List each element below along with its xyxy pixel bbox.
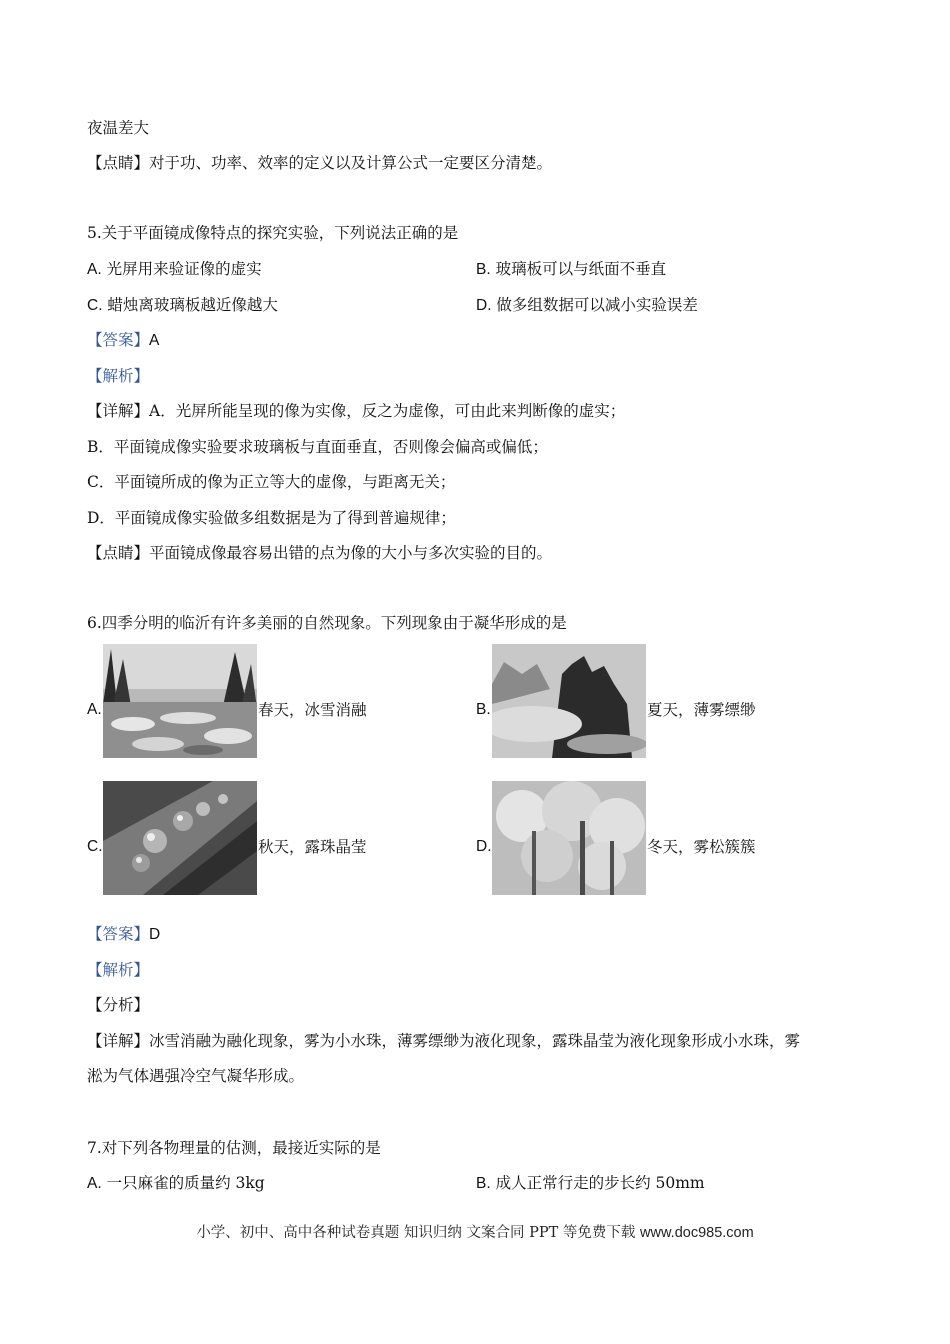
q6-option-a-letter: A. bbox=[87, 701, 102, 718]
q7-option-a: A. 一只麻雀的质量约 3kg bbox=[87, 1174, 265, 1192]
question-5-stem: 5.关于平面镜成像特点的探究实验，下列说法正确的是 bbox=[87, 224, 459, 242]
q5-option-a: A. 光屏用来验证像的虚实 bbox=[87, 260, 262, 278]
q5-analysis-tag: 【解析】 bbox=[87, 367, 150, 385]
q6-detail-line: 【详解】冰雪消融为融化现象，雾为小水珠，薄雾缥缈为液化现象，露珠晶莹为液化现象形成小水珠，雾 bbox=[87, 1032, 801, 1050]
q5-detail-line: C．平面镜所成的像为正立等大的虚像，与距离无关； bbox=[87, 473, 456, 491]
footer-link[interactable]: www.doc985.com bbox=[640, 1225, 754, 1241]
footer-text: 小学、初中、高中各种试卷真题 知识归纳 文案合同 PPT 等免费下载 bbox=[196, 1225, 641, 1241]
q6-detail-line: 淞为气体遇强冷空气凝华形成。 bbox=[87, 1067, 305, 1085]
q6-option-b-letter: B. bbox=[476, 701, 491, 718]
q5-option-d: D. 做多组数据可以减小实验误差 bbox=[476, 296, 698, 314]
misty-mountain-photo bbox=[492, 644, 646, 758]
tip-line: 【点睛】对于功、功率、效率的定义以及计算公式一定要区分清楚。 bbox=[87, 154, 553, 172]
q6-analysis-label: 【分析】 bbox=[87, 996, 150, 1014]
melting-snow-photo bbox=[103, 644, 257, 758]
text-line: 夜温差大 bbox=[87, 119, 150, 137]
dew-drops-photo bbox=[103, 781, 257, 895]
q7-option-b: B. 成人正常行走的步长约 50mm bbox=[476, 1174, 705, 1192]
question-7-stem: 7.对下列各物理量的估测，最接近实际的是 bbox=[87, 1139, 381, 1157]
rime-trees-photo bbox=[492, 781, 646, 895]
q5-answer: 【答案】A bbox=[87, 331, 160, 349]
q6-option-c-text: 秋天，露珠晶莹 bbox=[258, 838, 367, 856]
q5-detail-line: D．平面镜成像实验做多组数据是为了得到普遍规律； bbox=[87, 509, 456, 527]
q5-detail-line: 【详解】A．光屏所能呈现的像为实像，反之为虚像，可由此来判断像的虚实； bbox=[87, 402, 626, 420]
q6-option-c-letter: C. bbox=[87, 838, 103, 855]
q5-tip: 【点睛】平面镜成像最容易出错的点为像的大小与多次实验的目的。 bbox=[87, 544, 553, 562]
q6-option-a-text: 春天，冰雪消融 bbox=[258, 701, 367, 719]
q6-option-d-text: 冬天，雾松簇簇 bbox=[647, 838, 756, 856]
q6-option-d-letter: D. bbox=[476, 838, 492, 855]
question-6-stem: 6.四季分明的临沂有许多美丽的自然现象。下列现象由于凝华形成的是 bbox=[87, 614, 567, 632]
q6-analysis-tag: 【解析】 bbox=[87, 961, 150, 979]
q5-option-c: C. 蜡烛离玻璃板越近像越大 bbox=[87, 296, 278, 314]
q6-answer: 【答案】D bbox=[87, 925, 161, 943]
q5-detail-line: B．平面镜成像实验要求玻璃板与直面垂直，否则像会偏高或偏低； bbox=[87, 438, 548, 456]
q6-option-b-text: 夏天，薄雾缥缈 bbox=[647, 701, 756, 719]
q5-option-b: B. 玻璃板可以与纸面不垂直 bbox=[476, 260, 667, 278]
page-footer bbox=[0, 1221, 950, 1242]
